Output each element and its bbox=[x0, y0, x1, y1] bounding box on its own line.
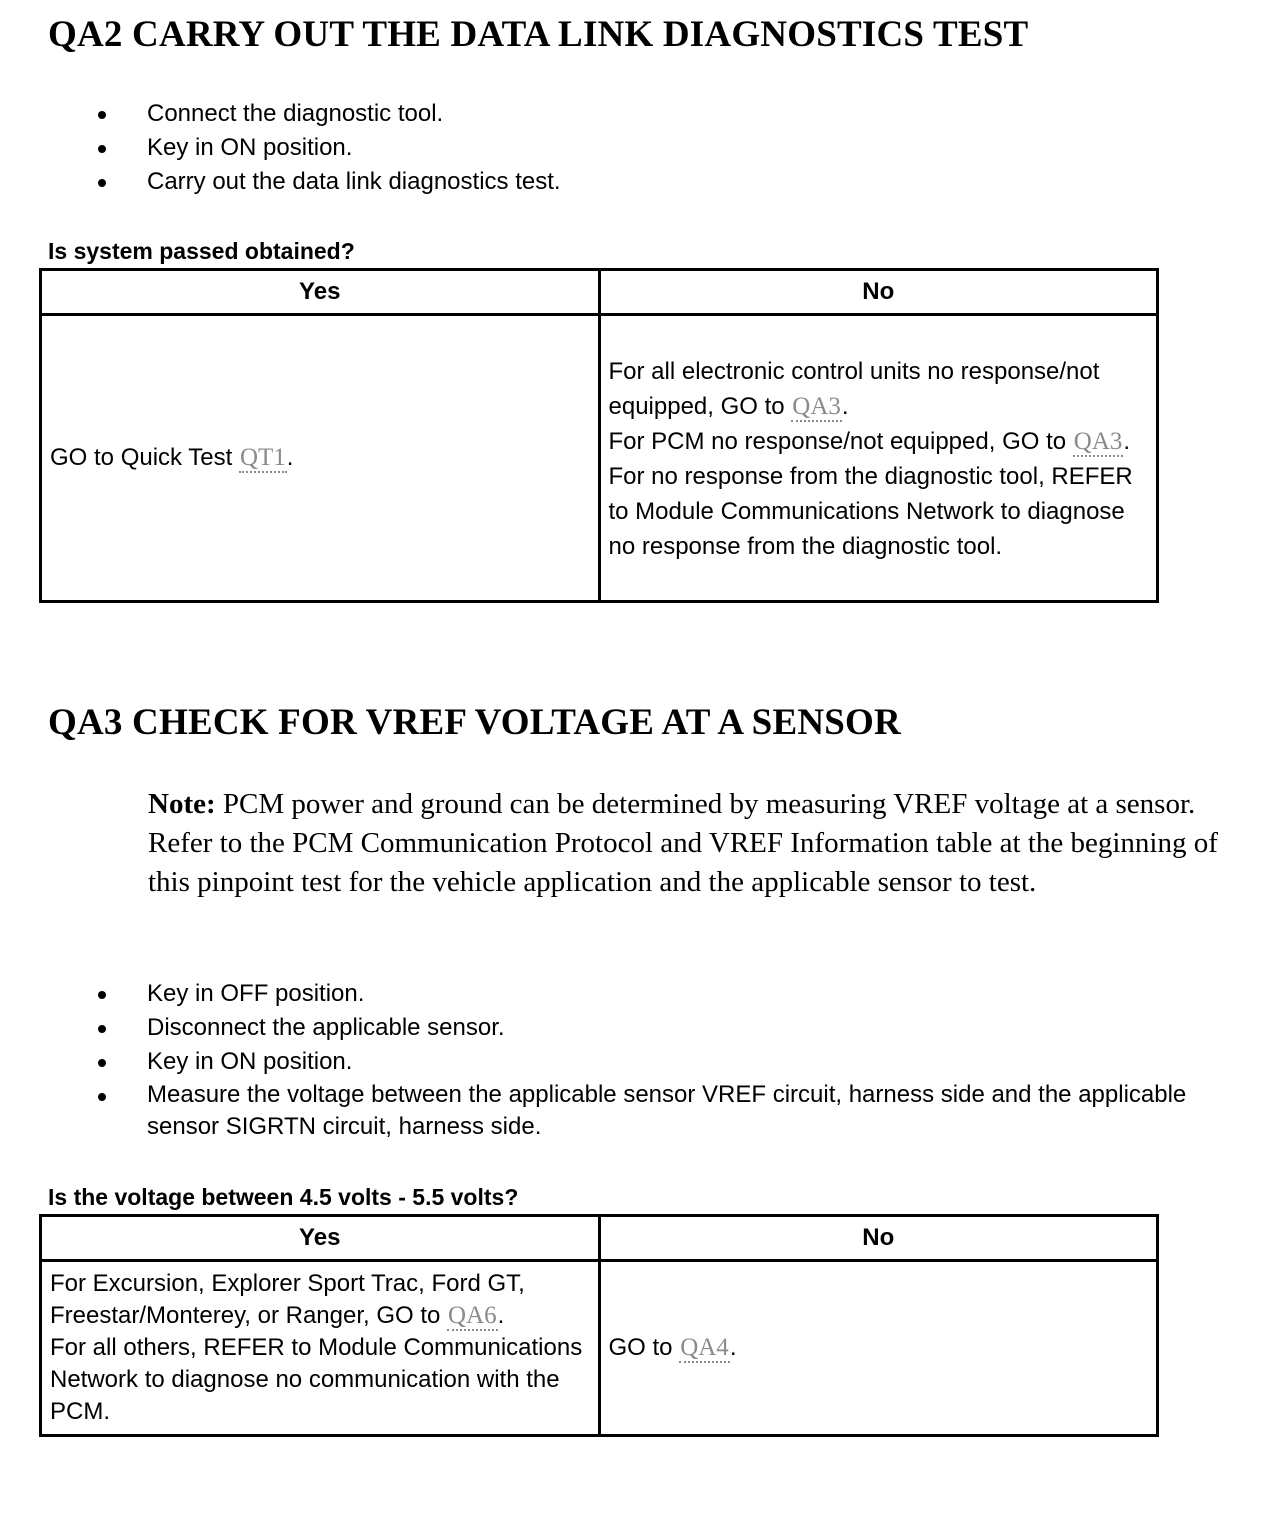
bullet-icon bbox=[98, 1059, 106, 1067]
step-text: Measure the voltage between the applicable sensor VREF circuit, harness side and the applicable sensor SIGRTN circuit, harness side. bbox=[147, 1081, 1187, 1140]
no-column-header: No bbox=[599, 1216, 1158, 1261]
no-line3-text: For no response from the diagnostic tool, REFER to Module Communications Network to diagnose no response from the diagnostic tool. bbox=[608, 463, 1133, 560]
qa2-heading: QA2 CARRY OUT THE DATA LINK DIAGNOSTICS TEST bbox=[48, 14, 1029, 55]
yes-column-header: Yes bbox=[41, 270, 600, 315]
qa3-note bbox=[148, 785, 1258, 902]
list-item bbox=[0, 97, 561, 131]
qa2-step-list bbox=[0, 97, 561, 199]
table-row bbox=[41, 1261, 1158, 1436]
qa3-heading: QA3 CHECK FOR VREF VOLTAGE AT A SENSOR bbox=[48, 702, 901, 743]
list-item bbox=[0, 165, 561, 199]
qa2-question: Is system passed obtained? bbox=[48, 238, 355, 264]
qa6-link[interactable]: QA6 bbox=[448, 1302, 497, 1329]
qa3-step-list bbox=[0, 977, 1280, 1143]
note-text: PCM power and ground can be determined by measuring VREF voltage at a sensor. Refer to the PCM Communication Protocol and VREF Information table at the beginning of this pinpoint test for the vehicle application and the applicable sensor to test. bbox=[148, 788, 1218, 898]
list-item bbox=[0, 1011, 1280, 1045]
no-line2-text: For PCM no response/not equipped, GO to bbox=[608, 428, 1067, 455]
qa3-result-table bbox=[39, 1214, 1159, 1437]
qa2-result-table bbox=[39, 268, 1159, 603]
no-cell-text: GO to bbox=[608, 1334, 673, 1361]
bullet-icon bbox=[98, 179, 106, 187]
yes-column-header: Yes bbox=[41, 1216, 600, 1261]
qa3-link[interactable]: QA3 bbox=[792, 393, 841, 420]
step-text: Connect the diagnostic tool. bbox=[147, 100, 444, 127]
bullet-icon bbox=[98, 1025, 106, 1033]
no-column-header: No bbox=[599, 270, 1158, 315]
table-header-row bbox=[41, 1216, 1158, 1261]
bullet-icon bbox=[98, 1093, 106, 1101]
table-header-row bbox=[41, 270, 1158, 315]
qt1-link[interactable]: QT1 bbox=[239, 444, 286, 471]
step-text: Key in OFF position. bbox=[147, 980, 365, 1007]
no-cell: GO to QA4. bbox=[599, 1261, 1158, 1436]
step-text: Key in ON position. bbox=[147, 134, 353, 161]
yes-cell: GO to Quick Test QT1. bbox=[41, 315, 600, 602]
no-cell: For all electronic control units no response/not equipped, GO to QA3. For PCM no response/not equipped, GO to QA3. For no response from the diagnostic tool, REFER to Module Communications Network to diagnose no response from the diagnostic tool. bbox=[599, 315, 1158, 602]
list-item bbox=[0, 977, 1280, 1011]
step-text: Key in ON position. bbox=[147, 1048, 353, 1075]
qa4-link[interactable]: QA4 bbox=[680, 1334, 729, 1361]
qa3-question: Is the voltage between 4.5 volts - 5.5 volts? bbox=[48, 1184, 519, 1210]
qa3-link-2[interactable]: QA3 bbox=[1073, 428, 1123, 455]
step-text: Carry out the data link diagnostics test. bbox=[147, 168, 561, 195]
step-text: Disconnect the applicable sensor. bbox=[147, 1014, 505, 1041]
yes-cell-text: GO to Quick Test bbox=[50, 444, 233, 471]
list-item bbox=[0, 1045, 1280, 1079]
yes-line2-text: For all others, REFER to Module Communications Network to diagnose no communication with the PCM. bbox=[50, 1334, 583, 1425]
yes-line1-text: For Excursion, Explorer Sport Trac, Ford GT, Freestar/Monterey, or Ranger, GO to bbox=[50, 1270, 525, 1329]
table-row bbox=[41, 315, 1158, 602]
note-label: Note: bbox=[148, 788, 216, 820]
bullet-icon bbox=[98, 111, 106, 119]
list-item bbox=[0, 131, 561, 165]
bullet-icon bbox=[98, 991, 106, 999]
bullet-icon bbox=[98, 145, 106, 153]
list-item bbox=[0, 1079, 1280, 1143]
yes-cell: For Excursion, Explorer Sport Trac, Ford GT, Freestar/Monterey, or Ranger, GO to QA6. For all others, REFER to Module Communications Network to diagnose no communication with the PCM. bbox=[41, 1261, 600, 1436]
no-line1-text: For all electronic control units no response/not equipped, GO to bbox=[608, 358, 1100, 420]
